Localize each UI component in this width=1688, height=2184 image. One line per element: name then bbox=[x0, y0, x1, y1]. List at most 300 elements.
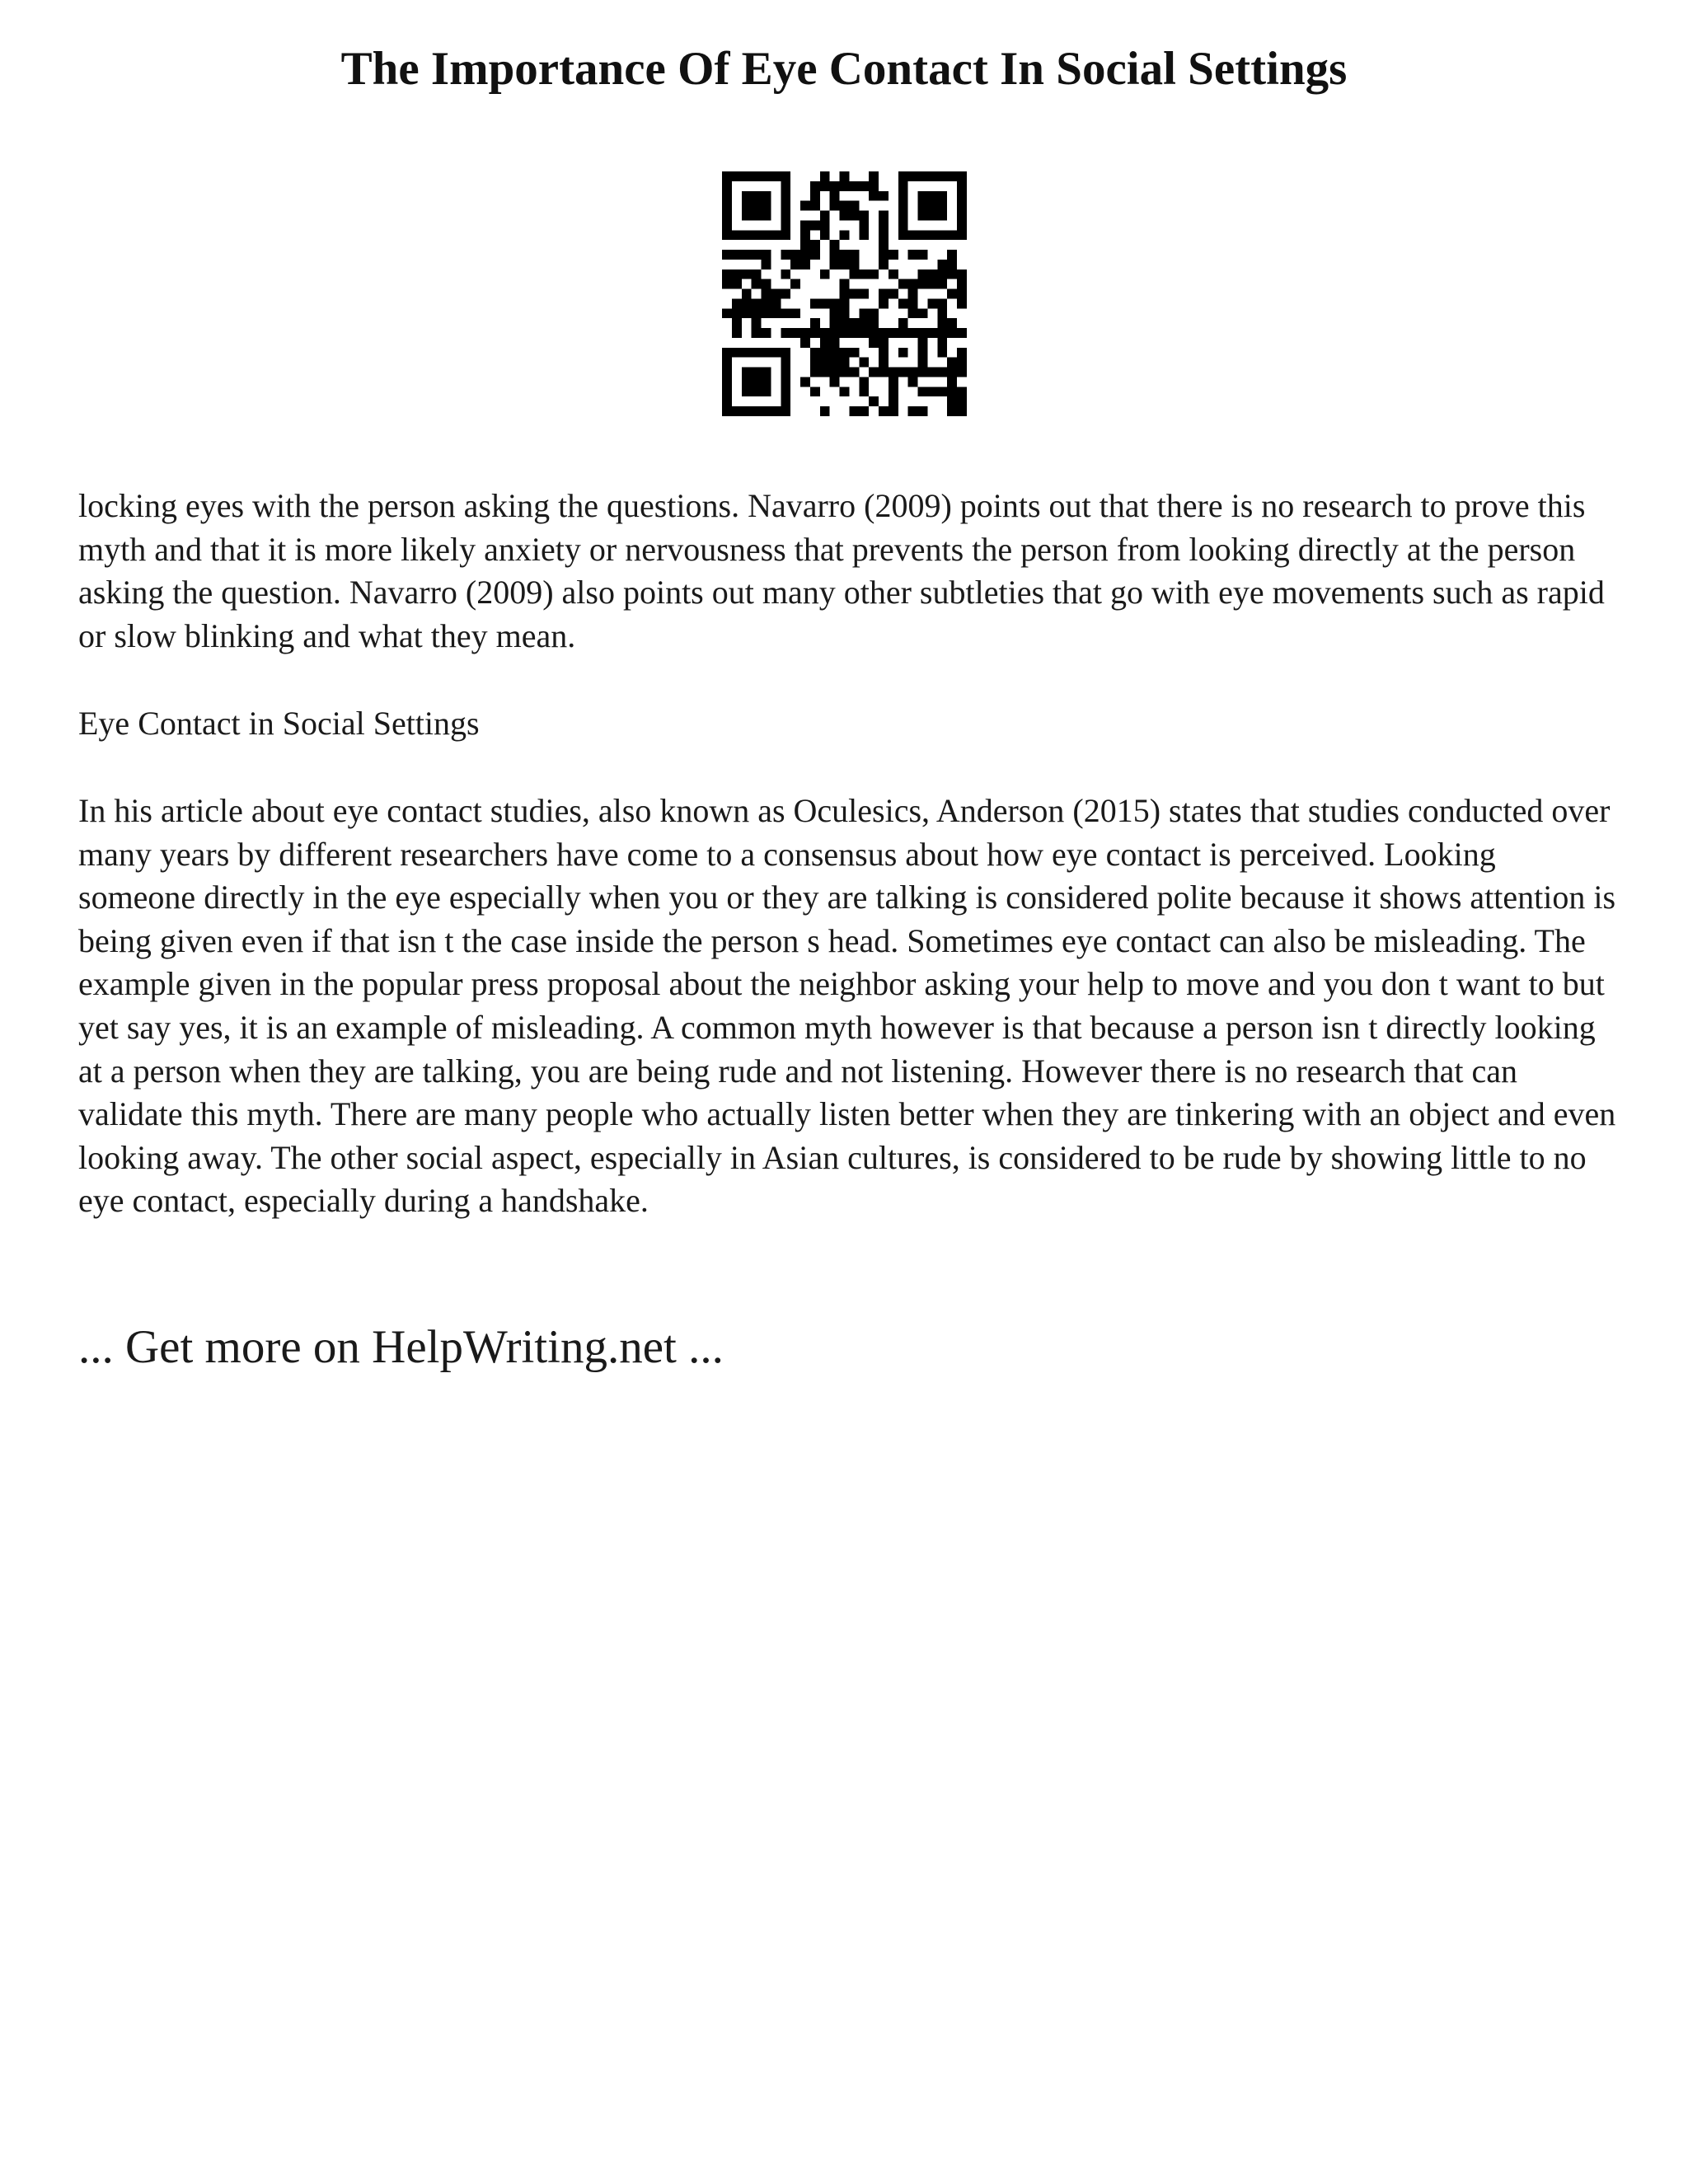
qr-module bbox=[879, 348, 889, 358]
qr-module bbox=[879, 260, 889, 269]
qr-module bbox=[918, 279, 928, 289]
qr-module bbox=[830, 318, 840, 328]
qr-module bbox=[781, 171, 790, 181]
qr-module bbox=[762, 279, 771, 289]
qr-module bbox=[859, 289, 869, 299]
qr-module bbox=[752, 308, 762, 318]
qr-module bbox=[879, 230, 889, 240]
qr-module bbox=[762, 387, 771, 396]
qr-code-icon bbox=[722, 171, 967, 416]
qr-module bbox=[849, 250, 859, 260]
qr-module bbox=[957, 406, 967, 416]
qr-module bbox=[840, 181, 850, 191]
qr-module bbox=[859, 230, 869, 240]
qr-module bbox=[947, 318, 957, 328]
qr-module bbox=[781, 358, 790, 368]
qr-module bbox=[927, 171, 937, 181]
qr-module bbox=[937, 269, 947, 279]
qr-module bbox=[898, 220, 908, 230]
qr-module bbox=[849, 260, 859, 269]
qr-module bbox=[869, 396, 879, 406]
qr-module bbox=[732, 250, 742, 260]
qr-module bbox=[820, 348, 830, 358]
qr-module bbox=[810, 358, 820, 368]
qr-module bbox=[722, 279, 732, 289]
qr-module bbox=[947, 250, 957, 260]
qr-module bbox=[898, 368, 908, 377]
qr-module bbox=[732, 406, 742, 416]
qr-module bbox=[918, 269, 928, 279]
qr-module bbox=[869, 328, 879, 338]
qr-module bbox=[840, 298, 850, 308]
qr-module bbox=[927, 201, 937, 211]
qr-module bbox=[722, 358, 732, 368]
qr-module bbox=[918, 338, 928, 348]
qr-module bbox=[830, 338, 840, 348]
qr-module bbox=[732, 171, 742, 181]
qr-module bbox=[869, 269, 879, 279]
qr-module bbox=[732, 269, 742, 279]
qr-module bbox=[859, 318, 869, 328]
qr-module bbox=[810, 387, 820, 396]
qr-module bbox=[800, 201, 810, 211]
qr-module bbox=[790, 279, 800, 289]
qr-module bbox=[820, 181, 830, 191]
qr-module bbox=[947, 387, 957, 396]
qr-module bbox=[762, 289, 771, 299]
qr-module bbox=[898, 191, 908, 201]
qr-module bbox=[908, 250, 918, 260]
qr-module bbox=[722, 230, 732, 240]
qr-module bbox=[810, 191, 820, 201]
qr-module bbox=[810, 201, 820, 211]
qr-module bbox=[937, 348, 947, 358]
qr-module bbox=[947, 289, 957, 299]
qr-module bbox=[859, 406, 869, 416]
qr-module bbox=[879, 289, 889, 299]
qr-module bbox=[800, 260, 810, 269]
qr-module bbox=[762, 368, 771, 377]
qr-module bbox=[722, 269, 732, 279]
qr-module bbox=[957, 358, 967, 368]
qr-module bbox=[869, 181, 879, 191]
qr-module bbox=[879, 358, 889, 368]
qr-module bbox=[957, 220, 967, 230]
qr-module bbox=[937, 230, 947, 240]
qr-module bbox=[830, 328, 840, 338]
qr-module bbox=[810, 298, 820, 308]
qr-module bbox=[947, 368, 957, 377]
qr-module bbox=[781, 406, 790, 416]
section-heading: Eye Contact in Social Settings bbox=[78, 705, 480, 742]
qr-module bbox=[918, 191, 928, 201]
qr-module bbox=[722, 406, 732, 416]
qr-module bbox=[762, 377, 771, 387]
qr-module bbox=[957, 201, 967, 211]
qr-module bbox=[752, 171, 762, 181]
qr-module bbox=[771, 348, 781, 358]
qr-module bbox=[889, 377, 898, 387]
qr-module bbox=[898, 201, 908, 211]
qr-module bbox=[927, 298, 937, 308]
qr-module bbox=[849, 269, 859, 279]
qr-module bbox=[781, 181, 790, 191]
qr-module bbox=[927, 368, 937, 377]
qr-module bbox=[840, 201, 850, 211]
qr-module bbox=[947, 230, 957, 240]
qr-module bbox=[781, 368, 790, 377]
qr-module bbox=[742, 201, 752, 211]
qr-module bbox=[810, 250, 820, 260]
qr-module bbox=[790, 250, 800, 260]
qr-module bbox=[781, 191, 790, 201]
qr-module bbox=[722, 191, 732, 201]
qr-module bbox=[820, 230, 830, 240]
qr-module bbox=[800, 240, 810, 250]
qr-module bbox=[849, 201, 859, 211]
qr-module bbox=[722, 368, 732, 377]
qr-module bbox=[810, 318, 820, 328]
qr-module bbox=[732, 298, 742, 308]
page-title: The Importance Of Eye Contact In Social Settings bbox=[340, 43, 1348, 95]
qr-module bbox=[937, 318, 947, 328]
qr-module bbox=[898, 279, 908, 289]
qr-module bbox=[722, 308, 732, 318]
qr-module bbox=[840, 348, 850, 358]
body-paragraph: In his article about eye contact studies, also known as Oculesics, Anderson (2015) states that studies conducted over many years by different researchers have come to a consensus about how eye contact is perceived. Looking someone directly in the eye especially when you or they are talking is considered polite because it shows attention is being given even if that isn t the case inside the person s head. Sometimes eye contact can also be misleading. The example given in the popular press proposal about the neighbor asking your help to move and you don t want to but yet say yes, it is an example of misleading. A common myth however is that because a person isn t directly looking at a person when they are talking, you are being rude and not listening. However there is no research that can validate this myth. There are many people who actually listen better when they are tinkering with an object and even looking away. The other social aspect, especially in Asian cultures, is considered to be rude by showing little to no eye contact, especially during a handshake. bbox=[78, 792, 1616, 1220]
qr-module bbox=[830, 240, 840, 250]
qr-module bbox=[947, 358, 957, 368]
qr-module bbox=[742, 377, 752, 387]
qr-module bbox=[722, 250, 732, 260]
qr-module bbox=[771, 406, 781, 416]
qr-module bbox=[722, 387, 732, 396]
qr-module bbox=[781, 396, 790, 406]
qr-module bbox=[762, 328, 771, 338]
qr-module bbox=[859, 308, 869, 318]
qr-module bbox=[732, 328, 742, 338]
qr-module bbox=[937, 211, 947, 221]
qr-module bbox=[722, 348, 732, 358]
qr-module bbox=[820, 338, 830, 348]
qr-module bbox=[790, 328, 800, 338]
qr-module bbox=[830, 308, 840, 318]
qr-module bbox=[957, 211, 967, 221]
qr-module bbox=[869, 171, 879, 181]
qr-module bbox=[869, 338, 879, 348]
qr-module bbox=[918, 201, 928, 211]
qr-module bbox=[879, 406, 889, 416]
qr-module bbox=[957, 348, 967, 358]
qr-module bbox=[898, 328, 908, 338]
qr-module bbox=[742, 298, 752, 308]
qr-module bbox=[840, 250, 850, 260]
qr-module bbox=[790, 260, 800, 269]
qr-module bbox=[957, 368, 967, 377]
qr-module bbox=[830, 260, 840, 269]
qr-module bbox=[722, 171, 732, 181]
qr-module bbox=[830, 250, 840, 260]
qr-module bbox=[927, 230, 937, 240]
qr-module bbox=[722, 396, 732, 406]
qr-module bbox=[820, 368, 830, 377]
qr-module bbox=[918, 328, 928, 338]
qr-module bbox=[918, 406, 928, 416]
qr-module bbox=[762, 230, 771, 240]
qr-module bbox=[742, 406, 752, 416]
qr-module bbox=[918, 211, 928, 221]
qr-module bbox=[947, 260, 957, 269]
qr-module bbox=[947, 328, 957, 338]
qr-module bbox=[762, 171, 771, 181]
qr-module bbox=[752, 406, 762, 416]
qr-module bbox=[879, 368, 889, 377]
qr-module bbox=[742, 230, 752, 240]
qr-module bbox=[742, 308, 752, 318]
qr-module bbox=[957, 396, 967, 406]
qr-module bbox=[889, 387, 898, 396]
qr-module bbox=[742, 368, 752, 377]
qr-module bbox=[781, 328, 790, 338]
qr-module bbox=[859, 387, 869, 396]
qr-module bbox=[889, 328, 898, 338]
qr-module bbox=[742, 211, 752, 221]
qr-module bbox=[859, 181, 869, 191]
qr-module bbox=[908, 171, 918, 181]
qr-module bbox=[908, 377, 918, 387]
qr-module bbox=[722, 377, 732, 387]
qr-module bbox=[918, 387, 928, 396]
qr-module bbox=[947, 396, 957, 406]
qr-module bbox=[849, 348, 859, 358]
qr-module bbox=[840, 289, 850, 299]
qr-module bbox=[927, 279, 937, 289]
qr-module bbox=[840, 260, 850, 269]
qr-module bbox=[762, 406, 771, 416]
get-more-link[interactable]: ... Get more on HelpWriting.net ... bbox=[78, 1321, 724, 1373]
qr-module bbox=[889, 289, 898, 299]
qr-module bbox=[859, 269, 869, 279]
qr-module bbox=[937, 298, 947, 308]
qr-module bbox=[927, 191, 937, 201]
qr-module bbox=[937, 328, 947, 338]
qr-module bbox=[820, 220, 830, 230]
qr-module bbox=[810, 348, 820, 358]
qr-module bbox=[752, 368, 762, 377]
qr-module bbox=[849, 318, 859, 328]
qr-module bbox=[889, 396, 898, 406]
qr-module bbox=[810, 181, 820, 191]
qr-module bbox=[879, 240, 889, 250]
qr-module bbox=[937, 201, 947, 211]
qr-module bbox=[722, 211, 732, 221]
qr-module bbox=[869, 191, 879, 201]
qr-module bbox=[840, 230, 850, 240]
qr-module bbox=[918, 358, 928, 368]
qr-module bbox=[752, 318, 762, 328]
qr-module bbox=[947, 171, 957, 181]
qr-module bbox=[771, 230, 781, 240]
qr-module bbox=[889, 368, 898, 377]
qr-module bbox=[927, 328, 937, 338]
qr-module bbox=[898, 348, 908, 358]
qr-module bbox=[762, 211, 771, 221]
qr-module bbox=[820, 269, 830, 279]
qr-module bbox=[781, 250, 790, 260]
qr-module bbox=[898, 171, 908, 181]
qr-module bbox=[879, 338, 889, 348]
qr-module bbox=[781, 220, 790, 230]
qr-module bbox=[742, 387, 752, 396]
qr-module bbox=[810, 220, 820, 230]
qr-module bbox=[742, 191, 752, 201]
qr-module bbox=[762, 201, 771, 211]
qr-module bbox=[771, 171, 781, 181]
qr-module bbox=[752, 201, 762, 211]
qr-module bbox=[800, 250, 810, 260]
body-paragraph: locking eyes with the person asking the questions. Navarro (2009) points out that there is no research to prove this myth and that it is more likely anxiety or nervousness that prevents the person from looking directly at the person asking the question. Navarro (2009) also points out many other subtleties that go with eye movements such as rapid or slow blinking and what they mean. bbox=[78, 487, 1605, 654]
qr-module bbox=[918, 230, 928, 240]
qr-module bbox=[752, 377, 762, 387]
qr-module bbox=[918, 308, 928, 318]
qr-module bbox=[781, 387, 790, 396]
qr-module bbox=[879, 250, 889, 260]
qr-module bbox=[781, 289, 790, 299]
qr-module bbox=[840, 358, 850, 368]
qr-module bbox=[830, 298, 840, 308]
qr-module bbox=[849, 181, 859, 191]
qr-module bbox=[908, 308, 918, 318]
qr-module bbox=[859, 220, 869, 230]
qr-module bbox=[957, 230, 967, 240]
qr-module bbox=[889, 269, 898, 279]
qr-module bbox=[722, 220, 732, 230]
qr-module bbox=[722, 181, 732, 191]
qr-module bbox=[937, 171, 947, 181]
qr-module bbox=[918, 250, 928, 260]
qr-module bbox=[957, 181, 967, 191]
qr-module bbox=[918, 171, 928, 181]
qr-module bbox=[820, 406, 830, 416]
qr-module bbox=[742, 171, 752, 181]
qr-module bbox=[859, 328, 869, 338]
qr-module bbox=[840, 318, 850, 328]
qr-module bbox=[879, 328, 889, 338]
qr-module bbox=[908, 406, 918, 416]
qr-module bbox=[840, 328, 850, 338]
qr-module bbox=[771, 298, 781, 308]
qr-module bbox=[752, 328, 762, 338]
qr-module bbox=[937, 338, 947, 348]
qr-module bbox=[869, 318, 879, 328]
qr-module bbox=[752, 250, 762, 260]
qr-module bbox=[859, 211, 869, 221]
qr-module bbox=[800, 220, 810, 230]
qr-module bbox=[820, 358, 830, 368]
qr-module bbox=[840, 387, 850, 396]
qr-module bbox=[957, 171, 967, 181]
qr-module bbox=[762, 298, 771, 308]
qr-module bbox=[957, 289, 967, 299]
qr-module bbox=[830, 377, 840, 387]
qr-module bbox=[830, 348, 840, 358]
qr-module bbox=[820, 171, 830, 181]
qr-module bbox=[771, 289, 781, 299]
qr-module bbox=[752, 230, 762, 240]
qr-module bbox=[820, 328, 830, 338]
qr-module bbox=[937, 387, 947, 396]
qr-module bbox=[722, 201, 732, 211]
qr-module bbox=[879, 298, 889, 308]
qr-module bbox=[849, 406, 859, 416]
qr-module bbox=[927, 269, 937, 279]
qr-module bbox=[869, 368, 879, 377]
qr-module bbox=[869, 308, 879, 318]
qr-module bbox=[771, 308, 781, 318]
qr-module bbox=[732, 348, 742, 358]
qr-module bbox=[840, 308, 850, 318]
qr-module bbox=[781, 211, 790, 221]
qr-module bbox=[810, 368, 820, 377]
qr-module bbox=[947, 269, 957, 279]
qr-module bbox=[830, 191, 840, 201]
qr-module bbox=[781, 269, 790, 279]
qr-module bbox=[752, 387, 762, 396]
qr-module bbox=[927, 211, 937, 221]
qr-module bbox=[800, 338, 810, 348]
qr-module bbox=[937, 279, 947, 289]
qr-module bbox=[957, 328, 967, 338]
qr-module bbox=[742, 250, 752, 260]
qr-module bbox=[800, 230, 810, 240]
qr-module bbox=[898, 318, 908, 328]
qr-module bbox=[762, 191, 771, 201]
qr-module bbox=[742, 269, 752, 279]
qr-module bbox=[732, 308, 742, 318]
qr-module bbox=[752, 269, 762, 279]
qr-module bbox=[908, 368, 918, 377]
qr-module bbox=[732, 279, 742, 289]
qr-module bbox=[752, 211, 762, 221]
qr-module bbox=[908, 289, 918, 299]
qr-module bbox=[830, 358, 840, 368]
qr-module bbox=[820, 298, 830, 308]
qr-module bbox=[908, 230, 918, 240]
qr-module bbox=[918, 368, 928, 377]
qr-module bbox=[840, 279, 850, 289]
qr-module bbox=[752, 298, 762, 308]
qr-module bbox=[830, 368, 840, 377]
qr-module bbox=[947, 377, 957, 387]
qr-module bbox=[790, 308, 800, 318]
qr-module bbox=[752, 279, 762, 289]
qr-module bbox=[820, 211, 830, 221]
qr-module bbox=[742, 348, 752, 358]
qr-module bbox=[927, 387, 937, 396]
qr-module bbox=[781, 230, 790, 240]
qr-module bbox=[781, 201, 790, 211]
qr-module bbox=[957, 269, 967, 279]
qr-module bbox=[800, 328, 810, 338]
qr-module bbox=[908, 298, 918, 308]
qr-module bbox=[830, 201, 840, 211]
qr-module bbox=[898, 298, 908, 308]
qr-module bbox=[762, 260, 771, 269]
qr-module bbox=[889, 406, 898, 416]
qr-module bbox=[889, 250, 898, 260]
qr-module bbox=[849, 368, 859, 377]
qr-module bbox=[898, 230, 908, 240]
